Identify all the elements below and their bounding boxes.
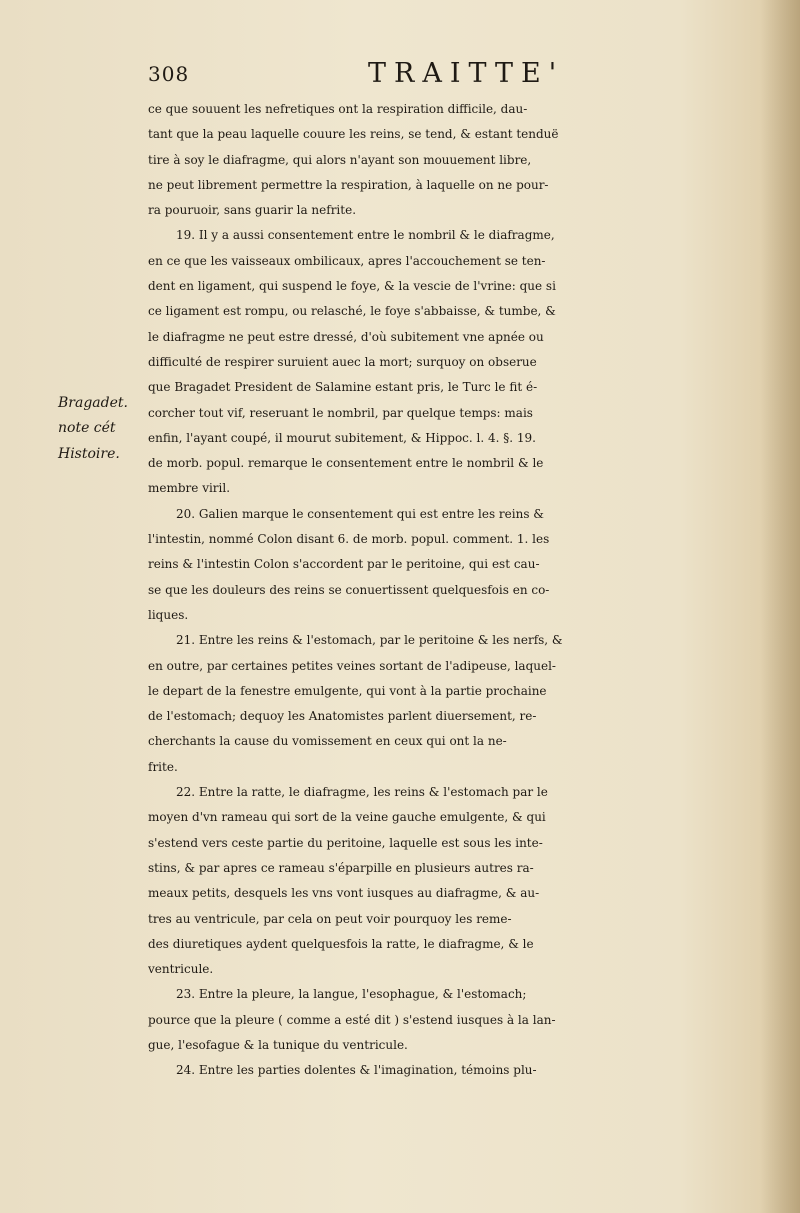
running-title: TRAITTE' [368, 58, 565, 89]
text-line: s'estend vers ceste partie du peritoine, laquelle est sous les inte- [148, 835, 543, 850]
text-line: le depart de la fenestre emulgente, qui vont à la partie prochaine [148, 683, 547, 698]
text-line: ne peut librement permettre la respiration, à laquelle on ne pour- [148, 177, 549, 192]
text-line: frite. [148, 759, 178, 774]
text-line: tant que la peau laquelle couure les reins, se tend, & estant tenduë [148, 127, 559, 142]
text-line: membre viril. [148, 481, 231, 496]
text-line: ce ligament est rompu, ou relasché, le foye s'abbaisse, & tumbe, & [148, 304, 556, 319]
text-line: des diuretiques aydent quelquesfois la ratte, le diafragme, & le [148, 936, 534, 951]
text-line: pource que la pleure ( comme a esté dit ) s'estend iusques à la lan- [148, 1012, 556, 1027]
text-line: ce que souuent les nefretiques ont la respiration difficile, dau- [148, 102, 528, 116]
paragraph-21-start: 21. Entre les reins & l'estomach, par le peritoine & les nerfs, & [176, 633, 563, 648]
text-line: ra pouruoir, sans guarir la nefrite. [148, 203, 357, 218]
paragraph-19-start: 19. Il y a aussi consentement entre le nombril & le diafragme, [176, 228, 555, 243]
margin-note: note cét [58, 420, 116, 437]
text-line: enfin, l'ayant coupé, il mourut subitement, & Hippoc. l. 4. §. 19. [148, 430, 536, 445]
text-line: tres au ventricule, par cela on peut voir pourquoy les reme- [148, 911, 512, 926]
text-line: que Bragadet President de Salamine estant pris, le Turc le fit é- [148, 380, 538, 395]
text-line: dent en ligament, qui suspend le foye, & la vescie de l'vrine: que si [148, 279, 556, 294]
text-line: ventricule. [148, 962, 214, 977]
paragraph-24-start: 24. Entre les parties dolentes & l'imagination, témoins plu- [176, 1063, 537, 1078]
text-line: l'intestin, nommé Colon disant 6. de morb. popul. comment. 1. les [148, 532, 550, 547]
text-line: en outre, par certaines petites veines sortant de l'adipeuse, laquel- [148, 658, 556, 673]
text-line: corcher tout vif, reseruant le nombril, par quelque temps: mais [148, 405, 533, 420]
paragraph-20-start: 20. Galien marque le consentement qui est entre les reins & [176, 506, 544, 521]
margin-notes [58, 391, 148, 467]
text-line: de l'estomach; dequoy les Anatomistes parlent diuersement, re- [148, 709, 537, 724]
text-line: liques. [148, 607, 189, 622]
page-header [148, 58, 738, 92]
text-line: de morb. popul. remarque le consentement entre le nombril & le [148, 456, 544, 471]
text-line: difficulté de respirer suruient auec la mort; surquoy on obserue [148, 354, 537, 369]
text-line: se que les douleurs des reins se conuertissent quelquesfois en co- [148, 582, 550, 597]
margin-note: Bragadet. [58, 395, 128, 411]
page-edge-shadow [760, 0, 800, 1213]
text-line: meaux petits, desquels les vns vont iusques au diafragme, & au- [148, 886, 540, 901]
text-line: reins & l'intestin Colon s'accordent par le peritoine, qui est cau- [148, 557, 540, 572]
text-line: tire à soy le diafragme, qui alors n'ayant son mouuement libre, [148, 152, 532, 167]
margin-note: Histoire. [58, 445, 120, 462]
text-line: cherchants la cause du vomissement en ceux qui ont la ne- [148, 734, 507, 749]
text-line: stins, & par apres ce rameau s'éparpille en plusieurs autres ra- [148, 860, 534, 875]
page-number: 308 [148, 62, 190, 86]
text-line: gue, l'esofague & la tunique du ventricule. [148, 1037, 408, 1052]
text-line: moyen d'vn rameau qui sort de la veine gauche emulgente, & qui [148, 810, 546, 825]
body-text [148, 97, 758, 1084]
text-line: en ce que les vaisseaux ombilicaux, apres l'accouchement se ten- [148, 253, 546, 268]
paragraph-23-start: 23. Entre la pleure, la langue, l'esophague, & l'estomach; [176, 987, 527, 1002]
text-line: le diafragme ne peut estre dressé, d'où subitement vne apnée ou [148, 329, 544, 344]
paragraph-22-start: 22. Entre la ratte, le diafragme, les reins & l'estomach par le [176, 785, 548, 800]
